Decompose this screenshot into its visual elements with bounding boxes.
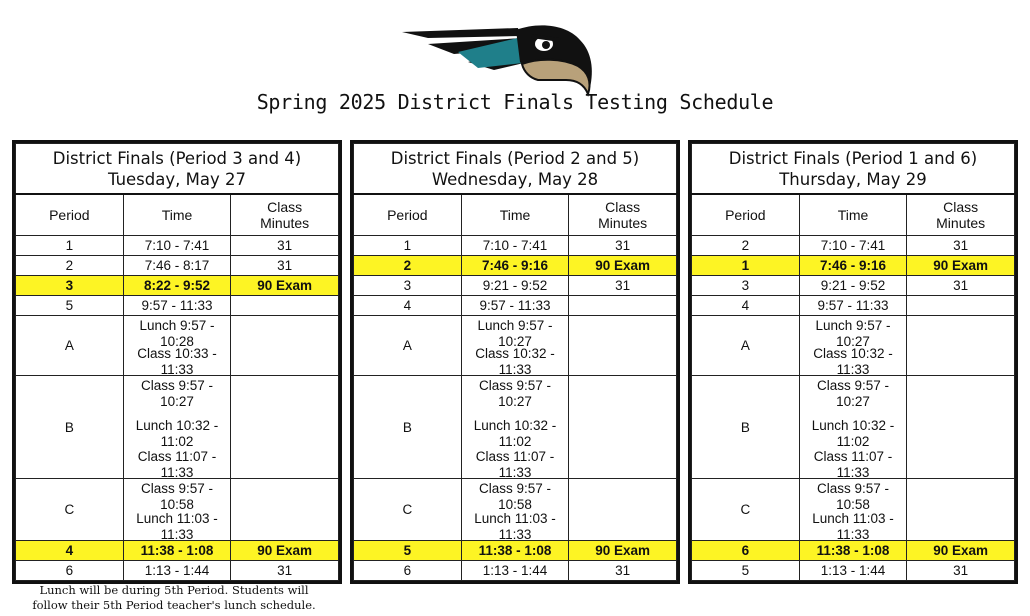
- lunch-a-row: A Lunch 9:57 - 10:28 Class 10:33 - 11:33: [16, 316, 339, 376]
- lunch-a-row: A Lunch 9:57 - 10:27 Class 10:32 - 11:33: [354, 316, 677, 376]
- exam-row-highlighted: 1 7:46 - 9:16 90 Exam: [692, 256, 1015, 276]
- table-row: 5 9:57 - 11:33: [16, 296, 339, 316]
- table-row: 5 1:13 - 1:44 31: [692, 561, 1015, 581]
- table-row: 2 7:46 - 8:17 31: [16, 256, 339, 276]
- table-row: 2 7:10 - 7:41 31: [692, 236, 1015, 256]
- schedule-heading: [354, 144, 677, 195]
- exam-row-highlighted: 5 11:38 - 1:08 90 Exam: [354, 541, 677, 561]
- time-column-header: Time: [799, 194, 907, 236]
- lunch-c-row: C Class 9:57 - 10:58 Lunch 11:03 - 11:33: [16, 479, 339, 541]
- exam-row-highlighted: 4 11:38 - 1:08 90 Exam: [16, 541, 339, 561]
- table-row: 1 7:10 - 7:41 31: [354, 236, 677, 256]
- schedule-heading: [692, 144, 1015, 195]
- schedule-heading-line2: Tuesday, May 27: [108, 169, 246, 189]
- table-row: 1 7:10 - 7:41 31: [16, 236, 339, 256]
- lunch-b-row: B Class 9:57 - 10:27 Lunch 10:32 - 11:02 Class 11:07 - 11:33: [16, 376, 339, 479]
- schedule-heading-line1: District Finals (Period 2 and 5): [390, 148, 640, 168]
- table-row: 3 9:21 - 9:52 31: [692, 276, 1015, 296]
- lunch-c-row: C Class 9:57 - 10:58 Lunch 11:03 - 11:33: [354, 479, 677, 541]
- schedule-heading-line2: Wednesday, May 28: [431, 169, 599, 189]
- minutes-column-header: Class Minutes: [569, 194, 677, 236]
- schedule-heading-line2: Thursday, May 29: [779, 169, 927, 189]
- hawk-logo-icon: [398, 22, 598, 98]
- lunch-b-row: B Class 9:57 - 10:27 Lunch 10:32 - 11:02 Class 11:07 - 11:33: [354, 376, 677, 479]
- schedule-table-thursday: [688, 140, 1018, 584]
- exam-row-highlighted: 2 7:46 - 9:16 90 Exam: [354, 256, 677, 276]
- period-column-header: Period: [692, 194, 800, 236]
- table-row: 6 1:13 - 1:44 31: [354, 561, 677, 581]
- table-row: 4 9:57 - 11:33: [692, 296, 1015, 316]
- table-row: 3 9:21 - 9:52 31: [354, 276, 677, 296]
- minutes-column-header: Class Minutes: [907, 194, 1015, 236]
- table-row: 4 9:57 - 11:33: [354, 296, 677, 316]
- schedule-heading-line1: District Finals (Period 3 and 4): [52, 148, 302, 168]
- period-column-header: Period: [16, 194, 124, 236]
- schedule-table-tuesday: [12, 140, 342, 584]
- minutes-column-header: Class Minutes: [231, 194, 339, 236]
- time-column-header: Time: [461, 194, 569, 236]
- lunch-a-row: A Lunch 9:57 - 10:27 Class 10:32 - 11:33: [692, 316, 1015, 376]
- table-row: 6 1:13 - 1:44 31: [16, 561, 339, 581]
- schedule-heading-line1: District Finals (Period 1 and 6): [728, 148, 978, 168]
- lunch-c-row: C Class 9:57 - 10:58 Lunch 11:03 - 11:33: [692, 479, 1015, 541]
- period-column-header: Period: [354, 194, 462, 236]
- exam-row-highlighted: 3 8:22 - 9:52 90 Exam: [16, 276, 339, 296]
- exam-row-highlighted: 6 11:38 - 1:08 90 Exam: [692, 541, 1015, 561]
- lunch-footnote: Lunch will be during 5th Period. Students will follow their 5th Period teacher's lunch schedule.: [32, 583, 316, 612]
- schedule-table-wednesday: [350, 140, 680, 584]
- page-title: Spring 2025 District Finals Testing Schedule: [256, 90, 774, 114]
- schedule-heading: [16, 144, 339, 195]
- time-column-header: Time: [123, 194, 231, 236]
- lunch-b-row: B Class 9:57 - 10:27 Lunch 10:32 - 11:02 Class 11:07 - 11:33: [692, 376, 1015, 479]
